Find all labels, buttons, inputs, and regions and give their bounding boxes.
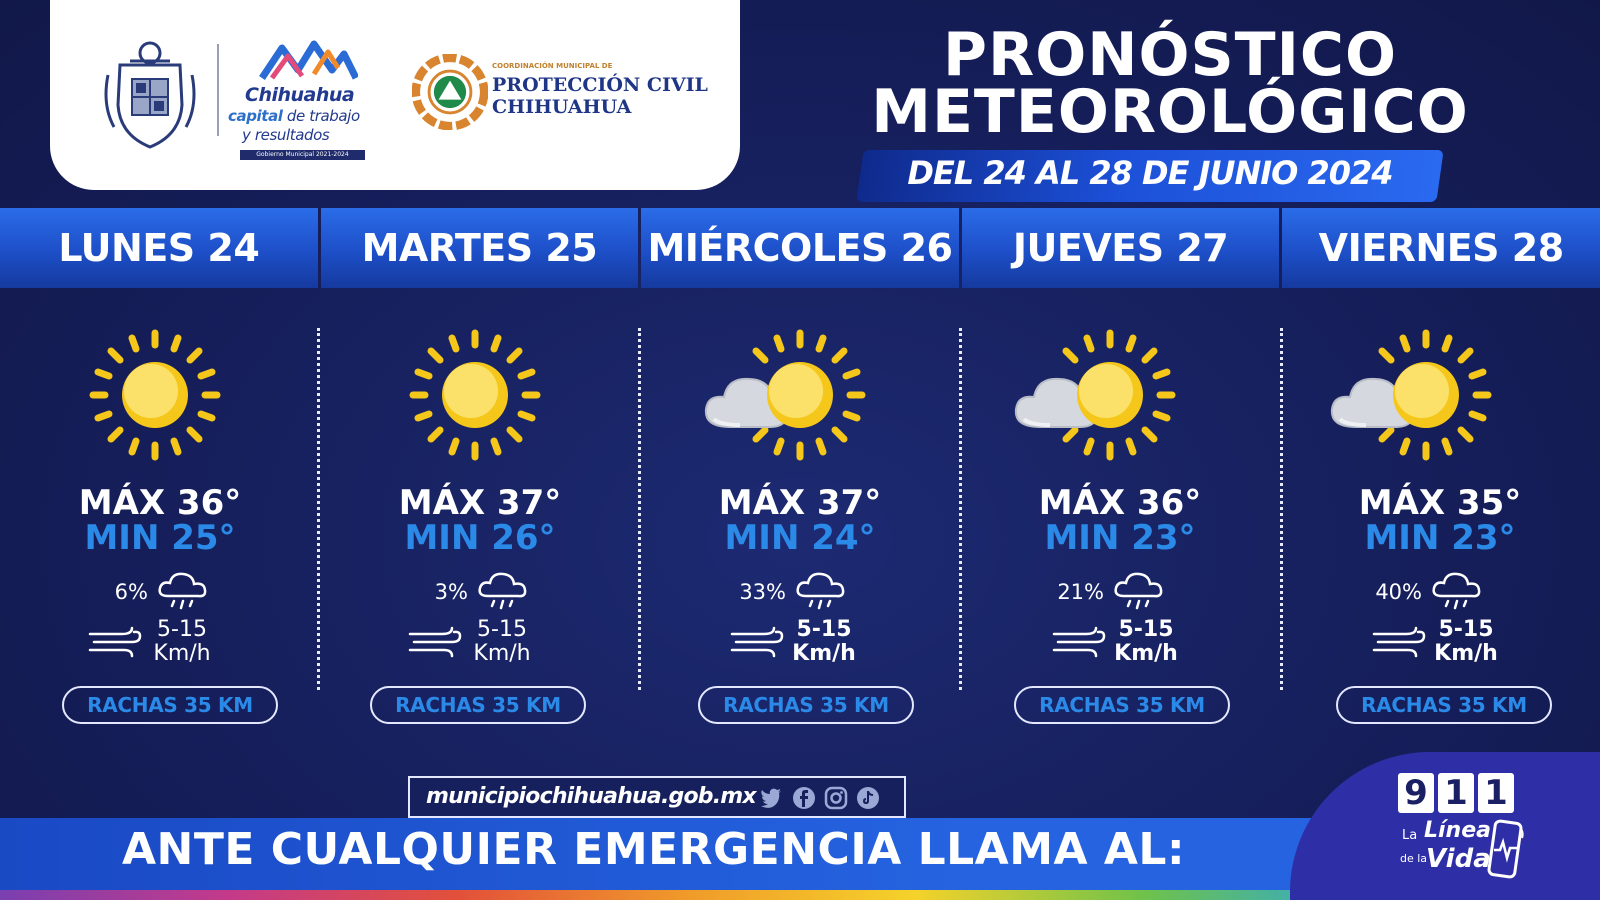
website-link[interactable]: municipiochihuahua.gob.mx <box>426 784 756 809</box>
wind-icon <box>408 626 462 658</box>
proteccion-civil-small: COORDINACIÓN MUNICIPAL DE <box>492 62 613 70</box>
wind-speed-range: 5-15 <box>796 617 852 642</box>
wind-row <box>640 618 960 670</box>
rain-cloud-icon <box>1112 568 1168 612</box>
gusts-badge: RACHAS 35 KM <box>1336 686 1552 724</box>
rain-probability-row <box>320 568 640 614</box>
partly-cloudy-icon <box>1326 320 1506 470</box>
wind-speed-range: 5-15 <box>477 617 527 642</box>
rain-probability: 33% <box>739 580 786 604</box>
wind-speed-unit: Km/h <box>473 641 531 666</box>
day-column-tue <box>320 300 640 740</box>
wind-speed-range: 5-15 <box>157 617 207 642</box>
wind-row <box>960 618 1280 670</box>
min-temperature: MIN 24° <box>724 518 876 558</box>
page-title-line2: METEOROLÓGICO <box>871 77 1469 147</box>
number-1: 1 <box>1438 773 1474 813</box>
partly-cloudy-icon <box>1010 320 1190 470</box>
max-temperature: MÁX 35° <box>1358 483 1522 523</box>
day-column-wed <box>640 300 960 740</box>
day-column-mon <box>0 300 320 740</box>
wind-row <box>320 618 640 670</box>
tiktok-icon[interactable] <box>856 786 880 810</box>
number-1: 1 <box>1478 773 1514 813</box>
rain-probability: 3% <box>434 580 468 604</box>
linea-vida-dela: de la <box>1400 852 1428 865</box>
date-range: DEL 24 AL 28 DE JUNIO 2024 <box>907 154 1393 192</box>
rain-probability-row <box>1280 568 1600 614</box>
rain-probability: 21% <box>1057 580 1104 604</box>
chihuahua-logo-line3: y resultados <box>242 126 330 144</box>
chihuahua-mountains-icon <box>258 40 358 80</box>
proteccion-civil-emblem-icon <box>412 54 488 130</box>
min-temperature: MIN 23° <box>1044 518 1196 558</box>
day-header-mon: LUNES 24 <box>0 208 318 288</box>
rain-cloud-icon <box>476 568 532 612</box>
weather-icon-box <box>960 320 1280 470</box>
linea-vida-linea: Línea <box>1424 818 1491 843</box>
linea-vida-la: La <box>1402 828 1418 843</box>
max-temperature: MÁX 37° <box>398 483 562 523</box>
chihuahua-logo-trabajo: de trabajo <box>286 107 360 125</box>
number-9: 9 <box>1398 773 1434 813</box>
wind-speed-unit: Km/h <box>792 641 856 666</box>
proteccion-civil-logo <box>412 54 742 144</box>
proteccion-civil-line1: PROTECCIÓN CIVIL <box>492 74 708 96</box>
chihuahua-logo-line2 <box>228 107 360 125</box>
day-header-thu: JUEVES 27 <box>962 208 1280 288</box>
logo-divider <box>217 44 219 136</box>
max-temperature: MÁX 37° <box>718 483 882 523</box>
gusts-badge: RACHAS 35 KM <box>698 686 914 724</box>
partly-cloudy-icon <box>700 320 880 470</box>
wind-icon <box>88 626 142 658</box>
rain-cloud-icon <box>1430 568 1486 612</box>
day-header-band <box>0 208 1600 288</box>
wind-speed-range: 5-15 <box>1118 617 1174 642</box>
weather-icon-box <box>1280 320 1600 470</box>
logo-panel <box>50 0 740 190</box>
min-temperature: MIN 26° <box>404 518 556 558</box>
sun-icon <box>80 320 230 470</box>
weather-icon-box <box>320 320 640 470</box>
chihuahua-logo-line1: Chihuahua <box>245 84 355 106</box>
day-column-thu <box>960 300 1280 740</box>
website-box[interactable] <box>408 776 906 818</box>
rain-probability-row <box>0 568 320 614</box>
rain-probability-row <box>960 568 1280 614</box>
chihuahua-logo-capital: capital <box>228 107 283 125</box>
weather-icon-box <box>640 320 960 470</box>
chihuahua-capital-logo <box>230 32 385 162</box>
day-column-fri <box>1280 300 1600 740</box>
day-header-wed: MIÉRCOLES 26 <box>641 208 959 288</box>
municipal-seal-icon <box>100 35 200 155</box>
wind-icon <box>1372 626 1426 658</box>
wind-row <box>0 618 320 670</box>
facebook-icon[interactable] <box>792 786 816 810</box>
instagram-icon[interactable] <box>824 786 848 810</box>
day-header-tue: MARTES 25 <box>321 208 639 288</box>
gusts-badge: RACHAS 35 KM <box>370 686 586 724</box>
page-title-line1: PRONÓSTICO <box>943 20 1397 90</box>
wind-speed-range: 5-15 <box>1438 617 1494 642</box>
rain-probability-row <box>640 568 960 614</box>
wind-speed-unit: Km/h <box>153 641 211 666</box>
gusts-badge: RACHAS 35 KM <box>62 686 278 724</box>
linea-vida-vida: Vida <box>1426 844 1491 874</box>
min-temperature: MIN 25° <box>84 518 236 558</box>
sun-icon <box>400 320 550 470</box>
proteccion-civil-line2: CHIHUAHUA <box>492 96 632 118</box>
rain-probability: 40% <box>1375 580 1422 604</box>
phone-heartbeat-icon <box>1486 818 1526 880</box>
max-temperature: MÁX 36° <box>1038 483 1202 523</box>
wind-icon <box>1052 626 1106 658</box>
wind-speed-unit: Km/h <box>1114 641 1178 666</box>
weather-icon-box <box>0 320 320 470</box>
chihuahua-logo-tag: Gobierno Municipal 2021-2024 <box>240 150 365 160</box>
min-temperature: MIN 23° <box>1364 518 1516 558</box>
twitter-icon[interactable] <box>758 786 784 810</box>
wind-row <box>1280 618 1600 670</box>
max-temperature: MÁX 36° <box>78 483 242 523</box>
wind-icon <box>730 626 784 658</box>
wind-speed-unit: Km/h <box>1434 641 1498 666</box>
rain-cloud-icon <box>794 568 850 612</box>
rain-cloud-icon <box>156 568 212 612</box>
gusts-badge: RACHAS 35 KM <box>1014 686 1230 724</box>
day-header-fri: VIERNES 28 <box>1282 208 1600 288</box>
rain-probability: 6% <box>114 580 148 604</box>
emergency-message: ANTE CUALQUIER EMERGENCIA LLAMA AL: <box>122 824 1186 875</box>
